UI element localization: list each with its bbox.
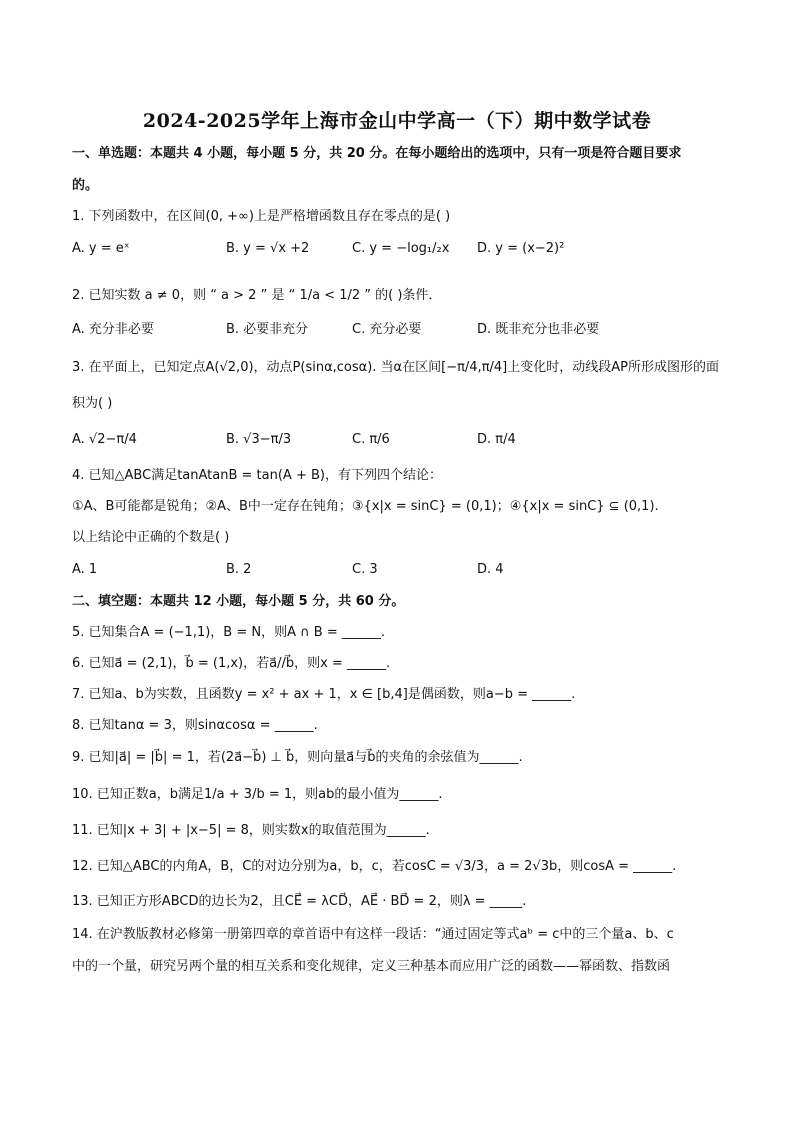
question-10: 10. 已知正数a，b满足1/a + 3/b = 1，则ab的最小值为______. [72,787,443,802]
question-2-option-c: C. 充分必要 [352,322,422,337]
question-6: 6. 已知a⃗ = (2,1)，b⃗ = (1,x)，若a⃗//b⃗，则x = ______. [72,656,391,671]
question-1-stem: 1. 下列函数中，在区间(0, +∞)上是严格增函数且存在零点的是( ) [72,209,451,224]
question-13: 13. 已知正方形ABCD的边长为2，且CE⃗ = λCD⃗，AE⃗ · BD⃗ = 2，则λ = _____. [72,894,527,909]
question-1-options [72,240,732,258]
section-1-heading: 一、单选题：本题共 4 小题，每小题 5 分，共 20 分。在每小题给出的选项中，只有一项是符合题目要求 [72,146,682,161]
question-3-options [72,431,732,449]
question-1-option-b: B. y = √x +2 [226,241,310,256]
question-1-option-d: D. y = (x−2)² [477,241,565,256]
question-14-cont: 中的一个量，研究另两个量的相互关系和变化规律，定义三种基本而应用广泛的函数——幂函数、指数函 [72,959,671,974]
question-2-stem: 2. 已知实数 a ≠ 0，则 “ a > 2 ” 是 “ 1/a < 1/2 ” 的( )条件． [72,288,442,303]
exam-title: 2024-2025学年上海市金山中学高一（下）期中数学试卷 [142,110,652,132]
question-3-option-a: A. √2−π/4 [72,432,137,447]
question-8: 8. 已知tanα = 3，则sinαcosα = ______. [72,718,318,733]
question-5: 5. 已知集合A = (−1,1)，B = N，则A ∩ B = ______. [72,625,385,640]
question-4-stem: 4. 已知△ABC满足tanAtanB = tan(A + B)，有下列四个结论： [72,468,442,483]
section-1-heading-cont: 的。 [72,178,99,193]
question-4-option-b: B. 2 [226,562,252,577]
question-3-option-c: C. π/6 [352,432,390,447]
question-1-option-a: A. y = eˣ [72,241,130,256]
question-9: 9. 已知|a⃗| = |b⃗| = 1，若(2a⃗−b⃗) ⊥ b⃗，则向量a⃗与b⃗的夹角的余弦值为______. [72,750,523,765]
question-2-option-a: A. 充分非必要 [72,322,154,337]
question-2-option-b: B. 必要非充分 [226,322,309,337]
question-4-prompt: 以上结论中正确的个数是( ) [72,530,230,545]
question-4-option-a: A. 1 [72,562,98,577]
question-2-options [72,321,732,339]
question-3-stem-cont: 积为( ) [72,396,113,411]
question-4-option-d: D. 4 [477,562,504,577]
section-2-heading: 二、填空题：本题共 12 小题，每小题 5 分，共 60 分。 [72,594,405,609]
question-3-stem: 3. 在平面上，已知定点A(√2,0)，动点P(sinα,cosα). 当α在区间[−π/4,π/4]上变化时，动线段AP所形成图形的面 [72,360,719,375]
question-12: 12. 已知△ABC的内角A，B，C的对边分别为a，b，c，若cosC = √3/3，a = 2√3b，则cosA = ______. [72,859,677,874]
question-4-conclusions: ①A、B可能都是锐角；②A、B中一定存在钝角；③{x|x = sinC} = (0,1)；④{x|x = sinC} ⊆ (0,1). [72,499,659,514]
question-4-option-c: C. 3 [352,562,378,577]
question-3-option-b: B. √3−π/3 [226,432,292,447]
question-2-option-d: D. 既非充分也非必要 [477,322,600,337]
question-3-option-d: D. π/4 [477,432,516,447]
question-14: 14. 在沪教版教材必修第一册第四章的章首语中有这样一段话：“通过固定等式aᵇ = c中的三个量a、b、c [72,927,674,942]
question-11: 11. 已知|x + 3| + |x−5| = 8，则实数x的取值范围为______. [72,823,430,838]
question-4-options [72,561,732,579]
question-7: 7. 已知a、b为实数，且函数y = x² + ax + 1，x ∈ [b,4]是偶函数，则a−b = ______. [72,687,576,702]
question-1-option-c: C. y = −log₁/₂x [352,241,450,256]
